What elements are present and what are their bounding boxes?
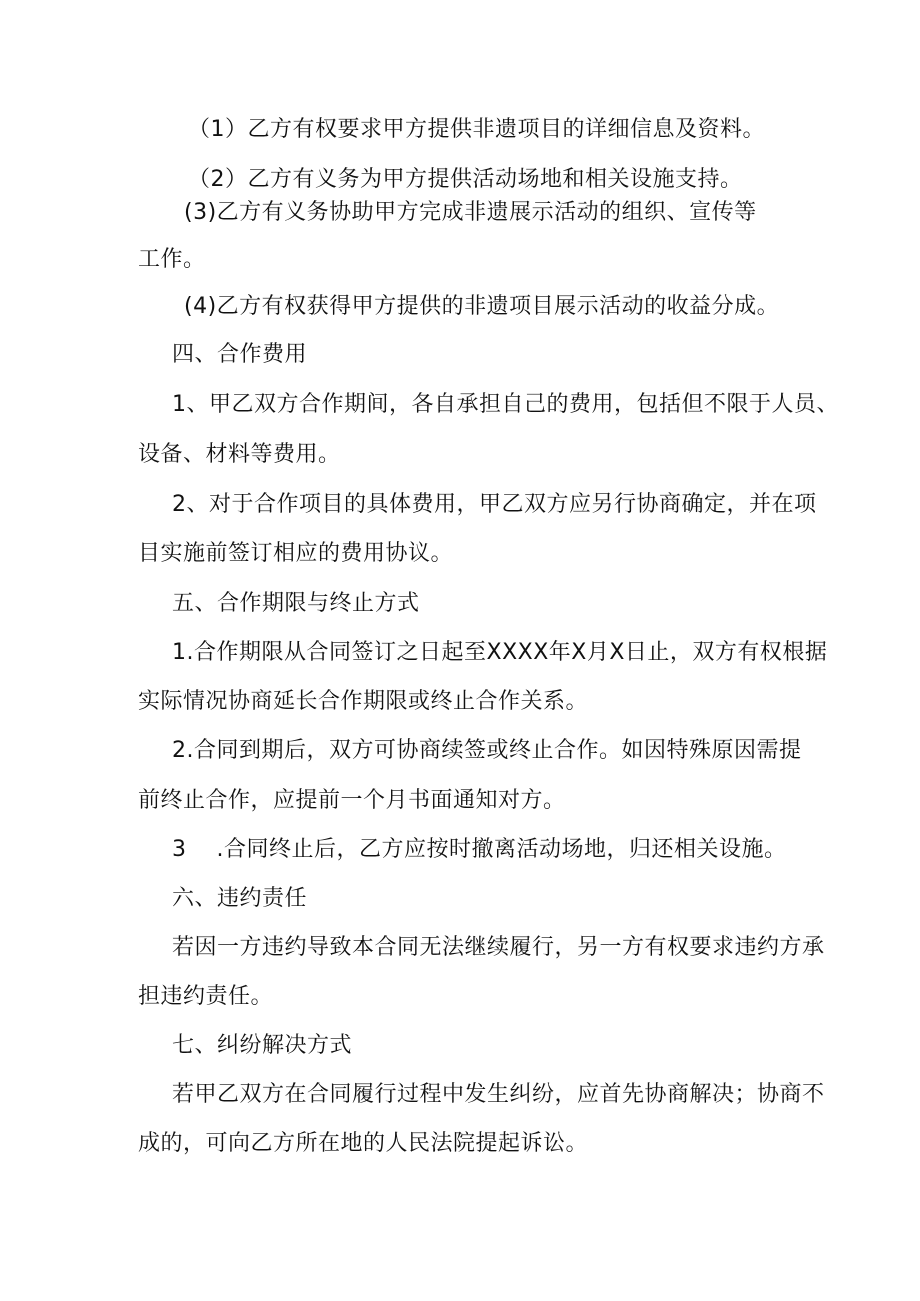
clause-b-2: （2）乙方有义务为甲方提供活动场地和相关设施支持。	[188, 167, 743, 192]
section-heading-7: 七、纠纷解决方式	[172, 1033, 353, 1058]
clause-b-3: (3)乙方有义务协助甲方完成非遗展示活动的组织、宣传等	[184, 200, 757, 225]
term-item-1-cont: 实际情况协商延长合作期限或终止合作关系。	[138, 689, 589, 714]
section-heading-6: 六、违约责任	[172, 886, 308, 911]
clause-b-4: (4)乙方有权获得甲方提供的非遗项目展示活动的收益分成。	[184, 294, 780, 319]
term-item-1: 1.合作期限从合同签订之日起至XXXX年X月X日止，双方有权根据	[172, 640, 828, 665]
breach-paragraph-cont: 担违约责任。	[138, 984, 274, 1009]
dispute-paragraph: 若甲乙双方在合同履行过程中发生纠纷，应首先协商解决；协商不	[172, 1082, 825, 1107]
term-item-3: 3 .合同终止后，乙方应按时撤离活动场地，归还相关设施。	[172, 837, 787, 862]
section-heading-5: 五、合作期限与终止方式	[172, 591, 420, 616]
fee-item-1: 1、甲乙双方合作期间，各自承担自己的费用，包括但不限于人员、	[172, 392, 839, 417]
breach-paragraph: 若因一方违约导致本合同无法继续履行，另一方有权要求违约方承	[172, 935, 825, 960]
term-item-2-cont: 前终止合作，应提前一个月书面通知对方。	[138, 788, 566, 813]
fee-item-2: 2、对于合作项目的具体费用，甲乙双方应另行协商确定，并在项	[172, 492, 817, 517]
fee-item-2-cont: 目实施前签订相应的费用协议。	[138, 541, 454, 566]
term-item-2: 2.合同到期后，双方可协商续签或终止合作。如因特殊原因需提	[172, 738, 802, 763]
section-heading-4: 四、合作费用	[172, 342, 308, 367]
dispute-paragraph-cont: 成的，可向乙方所在地的人民法院提起诉讼。	[138, 1131, 589, 1156]
clause-b-1: （1）乙方有权要求甲方提供非遗项目的详细信息及资料。	[188, 117, 765, 142]
clause-b-3-cont: 工作。	[138, 247, 206, 272]
fee-item-1-cont: 设备、材料等费用。	[138, 442, 341, 467]
